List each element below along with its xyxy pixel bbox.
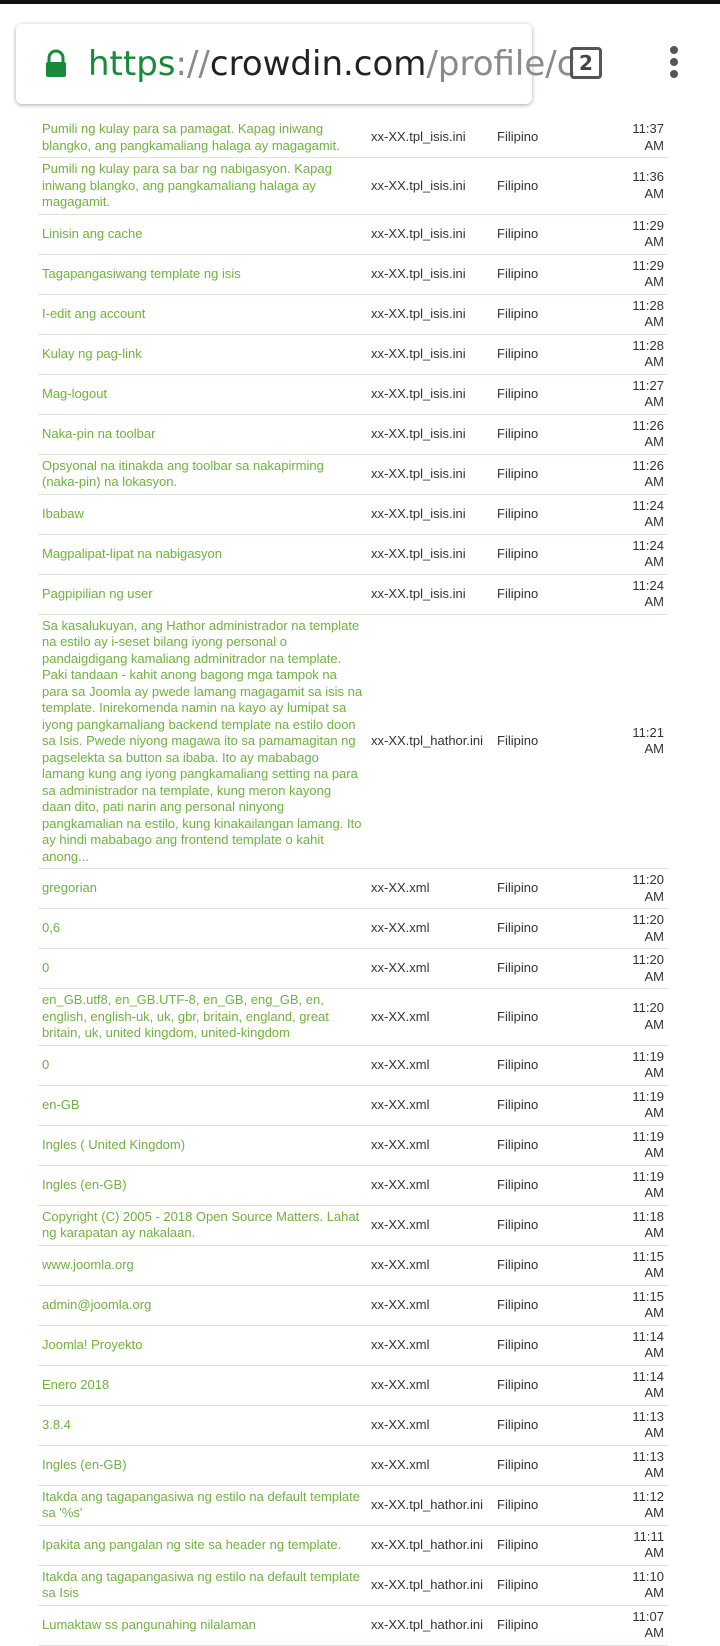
table-row xyxy=(38,1085,668,1125)
language: Filipino xyxy=(493,1045,608,1085)
string-link[interactable]: Copyright (C) 2005 - 2018 Open Source Matters. Lahat ng karapatan ay nakalaan. xyxy=(38,1205,367,1245)
language: Filipino xyxy=(493,158,608,215)
timestamp: 11:07 AM xyxy=(608,1605,668,1645)
language: Filipino xyxy=(493,294,608,334)
timestamp: 11:15 AM xyxy=(608,1285,668,1325)
string-link[interactable]: Mag-logout xyxy=(38,374,367,414)
language: Filipino xyxy=(493,118,608,158)
string-link[interactable]: 0,6 xyxy=(38,909,367,949)
file-name: xx-XX.tpl_isis.ini xyxy=(367,294,493,334)
string-link[interactable]: Joomla! Proyekto xyxy=(38,1325,367,1365)
string-link[interactable]: Lumaktaw ss pangunahing nilalaman xyxy=(38,1605,367,1645)
table-row xyxy=(38,909,668,949)
tab-switcher-button[interactable] xyxy=(570,47,602,79)
language: Filipino xyxy=(493,1165,608,1205)
file-name: xx-XX.tpl_isis.ini xyxy=(367,574,493,614)
string-link[interactable]: Magpalipat-lipat na nabigasyon xyxy=(38,534,367,574)
language: Filipino xyxy=(493,1565,608,1605)
file-name: xx-XX.xml xyxy=(367,909,493,949)
address-bar[interactable] xyxy=(16,24,576,104)
timestamp: 11:36 AM xyxy=(608,158,668,215)
table-row xyxy=(38,1445,668,1485)
overflow-menu-icon[interactable] xyxy=(668,46,680,82)
file-name: xx-XX.xml xyxy=(367,989,493,1046)
timestamp: 11:28 AM xyxy=(608,294,668,334)
string-link[interactable]: Ingles ( United Kingdom) xyxy=(38,1125,367,1165)
language: Filipino xyxy=(493,989,608,1046)
timestamp: 11:28 AM xyxy=(608,334,668,374)
string-link[interactable]: Naka-pin na toolbar xyxy=(38,414,367,454)
file-name: xx-XX.tpl_isis.ini xyxy=(367,454,493,494)
lock-icon xyxy=(44,50,68,78)
string-link[interactable]: Pumili ng kulay para sa bar ng nabigasyon. Kapag iniwang blangko, ang pangkamaliang halaga ay magagamit. xyxy=(38,158,367,215)
table-row xyxy=(38,989,668,1046)
string-link[interactable]: Itakda ang tagapangasiwa ng estilo na default template sa Isis xyxy=(38,1565,367,1605)
string-link[interactable]: Ingles (en-GB) xyxy=(38,1165,367,1205)
timestamp: 11:21 AM xyxy=(608,614,668,869)
language: Filipino xyxy=(493,1285,608,1325)
table-row xyxy=(38,454,668,494)
table-row xyxy=(38,1045,668,1085)
activity-list xyxy=(38,118,668,1646)
language: Filipino xyxy=(493,1365,608,1405)
timestamp: 11:24 AM xyxy=(608,534,668,574)
timestamp: 11:20 AM xyxy=(608,909,668,949)
browser-toolbar xyxy=(0,0,720,118)
url-separator: :// xyxy=(175,44,210,84)
language: Filipino xyxy=(493,1085,608,1125)
table-row xyxy=(38,1525,668,1565)
language: Filipino xyxy=(493,869,608,909)
file-name: xx-XX.xml xyxy=(367,1245,493,1285)
timestamp: 11:19 AM xyxy=(608,1085,668,1125)
table-row xyxy=(38,614,668,869)
table-row xyxy=(38,1325,668,1365)
file-name: xx-XX.xml xyxy=(367,1285,493,1325)
file-name: xx-XX.xml xyxy=(367,1085,493,1125)
table-row xyxy=(38,574,668,614)
string-link[interactable]: I-edit ang account xyxy=(38,294,367,334)
url-text[interactable] xyxy=(88,42,575,86)
string-link[interactable]: en-GB xyxy=(38,1085,367,1125)
language: Filipino xyxy=(493,1525,608,1565)
timestamp: 11:29 AM xyxy=(608,214,668,254)
timestamp: 11:12 AM xyxy=(608,1485,668,1525)
language: Filipino xyxy=(493,1325,608,1365)
language: Filipino xyxy=(493,1605,608,1645)
language: Filipino xyxy=(493,454,608,494)
language: Filipino xyxy=(493,334,608,374)
file-name: xx-XX.xml xyxy=(367,1325,493,1365)
language: Filipino xyxy=(493,614,608,869)
file-name: xx-XX.tpl_isis.ini xyxy=(367,118,493,158)
string-link[interactable]: Linisin ang cache xyxy=(38,214,367,254)
file-name: xx-XX.tpl_hathor.ini xyxy=(367,1485,493,1525)
table-row xyxy=(38,1125,668,1165)
file-name: xx-XX.xml xyxy=(367,1205,493,1245)
table-row xyxy=(38,869,668,909)
string-link[interactable]: Pumili ng kulay para sa pamagat. Kapag iniwang blangko, ang pangkamaliang halaga ay magagamit. xyxy=(38,118,367,158)
timestamp: 11:37 AM xyxy=(608,118,668,158)
timestamp: 11:13 AM xyxy=(608,1405,668,1445)
table-row xyxy=(38,414,668,454)
table-row xyxy=(38,254,668,294)
table-row xyxy=(38,374,668,414)
timestamp: 11:11 AM xyxy=(608,1525,668,1565)
language: Filipino xyxy=(493,374,608,414)
table-row xyxy=(38,1485,668,1525)
timestamp: 11:20 AM xyxy=(608,869,668,909)
timestamp: 11:15 AM xyxy=(608,1245,668,1285)
language: Filipino xyxy=(493,1245,608,1285)
string-link[interactable]: Pagpipilian ng user xyxy=(38,574,367,614)
language: Filipino xyxy=(493,494,608,534)
language: Filipino xyxy=(493,254,608,294)
file-name: xx-XX.tpl_hathor.ini xyxy=(367,1565,493,1605)
language: Filipino xyxy=(493,1125,608,1165)
file-name: xx-XX.xml xyxy=(367,1045,493,1085)
file-name: xx-XX.xml xyxy=(367,1445,493,1485)
file-name: xx-XX.xml xyxy=(367,1165,493,1205)
timestamp: 11:19 AM xyxy=(608,1165,668,1205)
tab-count: 2 xyxy=(579,51,593,75)
string-link[interactable]: www.joomla.org xyxy=(38,1245,367,1285)
string-link[interactable]: Ingles (en-GB) xyxy=(38,1445,367,1485)
file-name: xx-XX.tpl_isis.ini xyxy=(367,534,493,574)
language: Filipino xyxy=(493,1205,608,1245)
timestamp: 11:27 AM xyxy=(608,374,668,414)
timestamp: 11:20 AM xyxy=(608,949,668,989)
table-row xyxy=(38,158,668,215)
file-name: xx-XX.xml xyxy=(367,1405,493,1445)
timestamp: 11:14 AM xyxy=(608,1365,668,1405)
file-name: xx-XX.tpl_hathor.ini xyxy=(367,1605,493,1645)
language: Filipino xyxy=(493,1405,608,1445)
table-row xyxy=(38,949,668,989)
language: Filipino xyxy=(493,949,608,989)
file-name: xx-XX.tpl_isis.ini xyxy=(367,414,493,454)
table-row xyxy=(38,494,668,534)
timestamp: 11:24 AM xyxy=(608,574,668,614)
string-link[interactable]: Kulay ng pag-link xyxy=(38,334,367,374)
language: Filipino xyxy=(493,1445,608,1485)
table-row xyxy=(38,1205,668,1245)
string-link[interactable]: Sa kasalukuyan, ang Hathor administrador na template na estilo ay i-seset bilang iyong personal o pandaigdigang kamaliang adminitrador na template. Paki tandaan - kahit anong bagong mga tampok na para sa Joomla ay pwede lamang magagamit sa isis na template. Inirekomenda namin na kayo ay lumipat sa iyong pangkamaliang backend template na estilo doon sa Isis. Pwede niyong magawa ito sa pamamagitan ng pagselekta sa button sa ibaba. Ito ay mababago lamang kung ang iyong pangkamaliang setting na para sa administrador na template, kung meron kayong daan dito, pati narin ang personal ninyong pangkamalian na estilo, kung kinakailangan lamang. Ito ay hindi mababago ang frontend template o kahit anong... xyxy=(38,614,367,869)
table-row xyxy=(38,214,668,254)
file-name: xx-XX.xml xyxy=(367,869,493,909)
table-row xyxy=(38,1285,668,1325)
file-name: xx-XX.xml xyxy=(367,949,493,989)
timestamp: 11:18 AM xyxy=(608,1205,668,1245)
file-name: xx-XX.tpl_isis.ini xyxy=(367,374,493,414)
file-name: xx-XX.tpl_isis.ini xyxy=(367,158,493,215)
file-name: xx-XX.tpl_isis.ini xyxy=(367,494,493,534)
timestamp: 11:26 AM xyxy=(608,454,668,494)
string-link[interactable]: Tagapangasiwang template ng isis xyxy=(38,254,367,294)
table-row xyxy=(38,1405,668,1445)
table-row xyxy=(38,118,668,158)
file-name: xx-XX.tpl_isis.ini xyxy=(367,334,493,374)
table-row xyxy=(38,294,668,334)
timestamp: 11:20 AM xyxy=(608,989,668,1046)
url-path: /profile/c xyxy=(426,44,576,84)
url-host: crowdin.com xyxy=(209,44,427,84)
string-link[interactable]: Itakda ang tagapangasiwa ng estilo na default template sa '%s' xyxy=(38,1485,367,1525)
language: Filipino xyxy=(493,214,608,254)
timestamp: 11:24 AM xyxy=(608,494,668,534)
language: Filipino xyxy=(493,574,608,614)
file-name: xx-XX.tpl_hathor.ini xyxy=(367,614,493,869)
string-link[interactable]: Enero 2018 xyxy=(38,1365,367,1405)
table-row xyxy=(38,1565,668,1605)
timestamp: 11:19 AM xyxy=(608,1125,668,1165)
file-name: xx-XX.tpl_hathor.ini xyxy=(367,1525,493,1565)
language: Filipino xyxy=(493,414,608,454)
file-name: xx-XX.tpl_isis.ini xyxy=(367,254,493,294)
string-link[interactable]: gregorian xyxy=(38,869,367,909)
timestamp: 11:14 AM xyxy=(608,1325,668,1365)
string-link[interactable]: 3.8.4 xyxy=(38,1405,367,1445)
table-row xyxy=(38,334,668,374)
timestamp: 11:10 AM xyxy=(608,1565,668,1605)
timestamp: 11:29 AM xyxy=(608,254,668,294)
table-row xyxy=(38,1605,668,1645)
language: Filipino xyxy=(493,534,608,574)
string-link[interactable]: Opsyonal na itinakda ang toolbar sa nakapirming (naka-pin) na lokasyon. xyxy=(38,454,367,494)
file-name: xx-XX.xml xyxy=(367,1125,493,1165)
activity-table xyxy=(38,118,668,1646)
string-link[interactable]: 0 xyxy=(38,949,367,989)
language: Filipino xyxy=(493,1485,608,1525)
file-name: xx-XX.tpl_isis.ini xyxy=(367,214,493,254)
table-row xyxy=(38,1245,668,1285)
timestamp: 11:13 AM xyxy=(608,1445,668,1485)
timestamp: 11:26 AM xyxy=(608,414,668,454)
url-scheme: https xyxy=(88,44,176,84)
string-link[interactable]: admin@joomla.org xyxy=(38,1285,367,1325)
string-link[interactable]: Ipakita ang pangalan ng site sa header ng template. xyxy=(38,1525,367,1565)
file-name: xx-XX.xml xyxy=(367,1365,493,1405)
string-link[interactable]: Ibabaw xyxy=(38,494,367,534)
table-row xyxy=(38,534,668,574)
language: Filipino xyxy=(493,909,608,949)
table-row xyxy=(38,1165,668,1205)
table-row xyxy=(38,1365,668,1405)
timestamp: 11:19 AM xyxy=(608,1045,668,1085)
string-link[interactable]: en_GB.utf8, en_GB.UTF-8, en_GB, eng_GB, en, english, english-uk, uk, gbr, britain, england, great britain, uk, united kingdom, united-kingdom xyxy=(38,989,367,1046)
string-link[interactable]: 0 xyxy=(38,1045,367,1085)
